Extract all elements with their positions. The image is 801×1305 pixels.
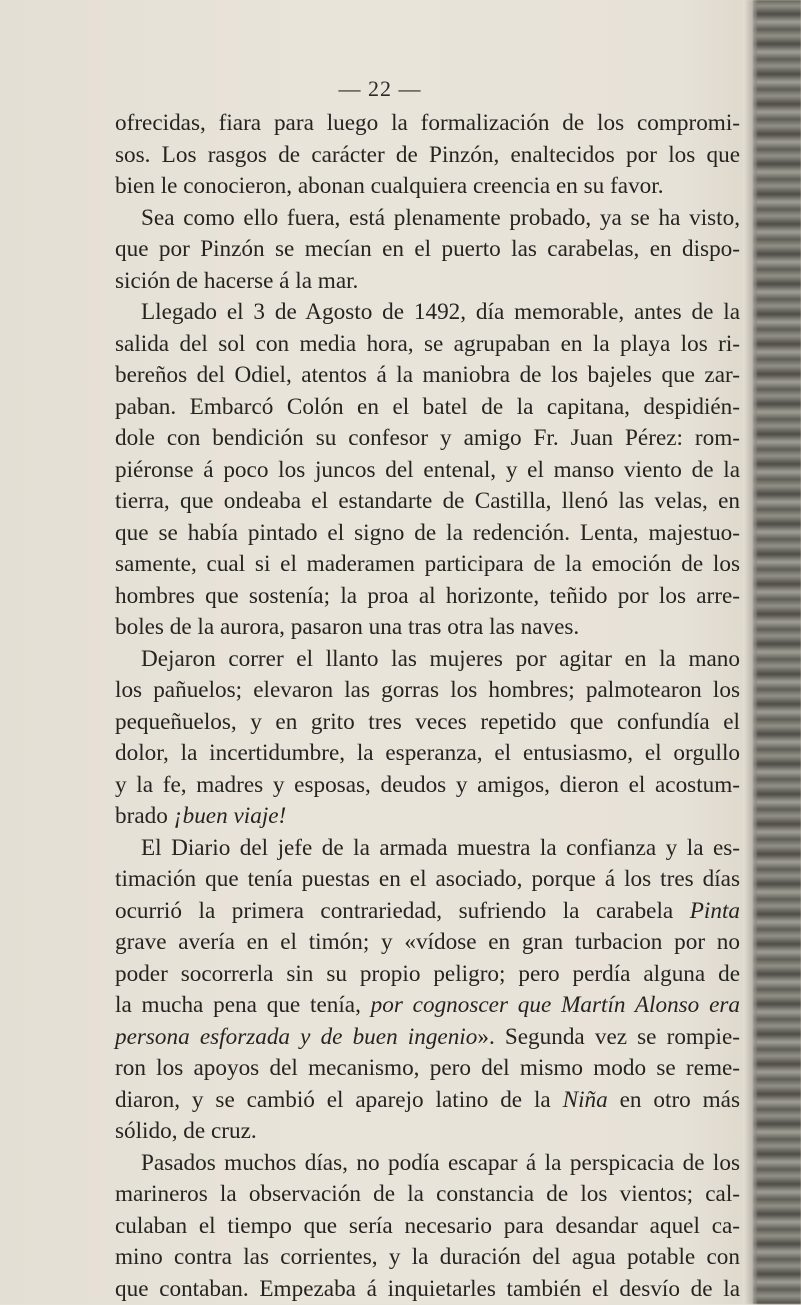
text-line: grave avería en el timón; y «vídose en gran turbacion por no (115, 927, 740, 959)
text-line: piéronse á poco los juncos del entenal, y el manso viento de la (115, 455, 740, 487)
text-line: tierra, que ondeaba el estandarte de Castilla, llenó las velas, en (115, 486, 740, 518)
text-line: poder socorrerla sin su propio peligro; pero perdía alguna de (115, 959, 740, 991)
page-number: — 22 — (0, 76, 760, 102)
text-line: bien le conocieron, abonan cualquiera creencia en su favor. (115, 171, 740, 203)
text-line (115, 1085, 740, 1117)
text-line: ron los apoyos del mecanismo, pero del mismo modo se reme- (115, 1053, 740, 1085)
text-line (115, 801, 740, 833)
italic-text: ¡buen viaje! (174, 803, 287, 829)
text-line: que contaban. Empezaba á inquietarles también el desvío de la (115, 1274, 740, 1305)
text-line: dole con bendición su confesor y amigo Fr. Juan Pérez: rom- (115, 423, 740, 455)
text-segment: ». Segunda vez se rompie- (477, 1024, 740, 1050)
text-line: dolor, la incertidumbre, la esperanza, el entusiasmo, el orgullo (115, 738, 740, 770)
text-line: sólido, de cruz. (115, 1116, 740, 1148)
text-line: Pasados muchos días, no podía escapar á la perspicacia de los (115, 1148, 740, 1180)
text-line: Dejaron correr el llanto las mujeres por agitar en la mano (115, 644, 740, 676)
text-line: mino contra las corrientes, y la duración del agua potable con (115, 1242, 740, 1274)
text-segment: ocurrió la primera contrariedad, sufriendo la carabela (115, 898, 690, 924)
text-segment: en otro más (608, 1087, 740, 1113)
text-line (115, 990, 740, 1022)
italic-text: Niña (563, 1087, 608, 1113)
text-line: que por Pinzón se mecían en el puerto las carabelas, en dispo- (115, 234, 740, 266)
text-line: Sea como ello fuera, está plenamente probado, ya se ha visto, (115, 203, 740, 235)
text-line: ofrecidas, fiara para luego la formalización de los compromi- (115, 108, 740, 140)
text-line: samente, cual si el maderamen participara de la emoción de los (115, 549, 740, 581)
text-line: salida del sol con media hora, se agrupaban en la playa los ri- (115, 329, 740, 361)
text-line: boles de la aurora, pasaron una tras otra las naves. (115, 612, 740, 644)
text-line: Llegado el 3 de Agosto de 1492, día memorable, antes de la (115, 297, 740, 329)
text-line: y la fe, madres y esposas, deudos y amigos, dieron el acostum- (115, 770, 740, 802)
italic-text: por cognoscer que Martín Alonso era (371, 992, 740, 1018)
text-line: sos. Los rasgos de carácter de Pinzón, enaltecidos por los que (115, 140, 740, 172)
body-text (115, 108, 740, 1305)
text-line (115, 1022, 740, 1054)
italic-text: Pinta (690, 898, 740, 924)
text-line: que se había pintado el signo de la redención. Lenta, majestuo- (115, 518, 740, 550)
text-line: timación que tenía puestas en el asociado, porque á los tres días (115, 864, 740, 896)
text-segment: brado (115, 803, 174, 829)
text-line: bereños del Odiel, atentos á la maniobra de los bajeles que zar- (115, 360, 740, 392)
text-line (115, 896, 740, 928)
text-line: los pañuelos; elevaron las gorras los hombres; palmotearon los (115, 675, 740, 707)
text-line: paban. Embarcó Colón en el batel de la capitana, despidién- (115, 392, 740, 424)
italic-text: persona esforzada y de buen ingenio (115, 1024, 477, 1050)
page-edge (753, 0, 801, 1304)
text-line: culaban el tiempo que sería necesario para desandar aquel ca- (115, 1211, 740, 1243)
text-segment: diaron, y se cambió el aparejo latino de la (115, 1087, 563, 1113)
text-line: marineros la observación de la constancia de los vientos; cal- (115, 1179, 740, 1211)
text-line: El Diario del jefe de la armada muestra la confianza y la es- (115, 833, 740, 865)
text-line: pequeñuelos, y en grito tres veces repetido que confundía el (115, 707, 740, 739)
text-line: hombres que sostenía; la proa al horizonte, teñido por los arre- (115, 581, 740, 613)
text-line: sición de hacerse á la mar. (115, 266, 740, 298)
text-segment: la mucha pena que tenía, (115, 992, 371, 1018)
